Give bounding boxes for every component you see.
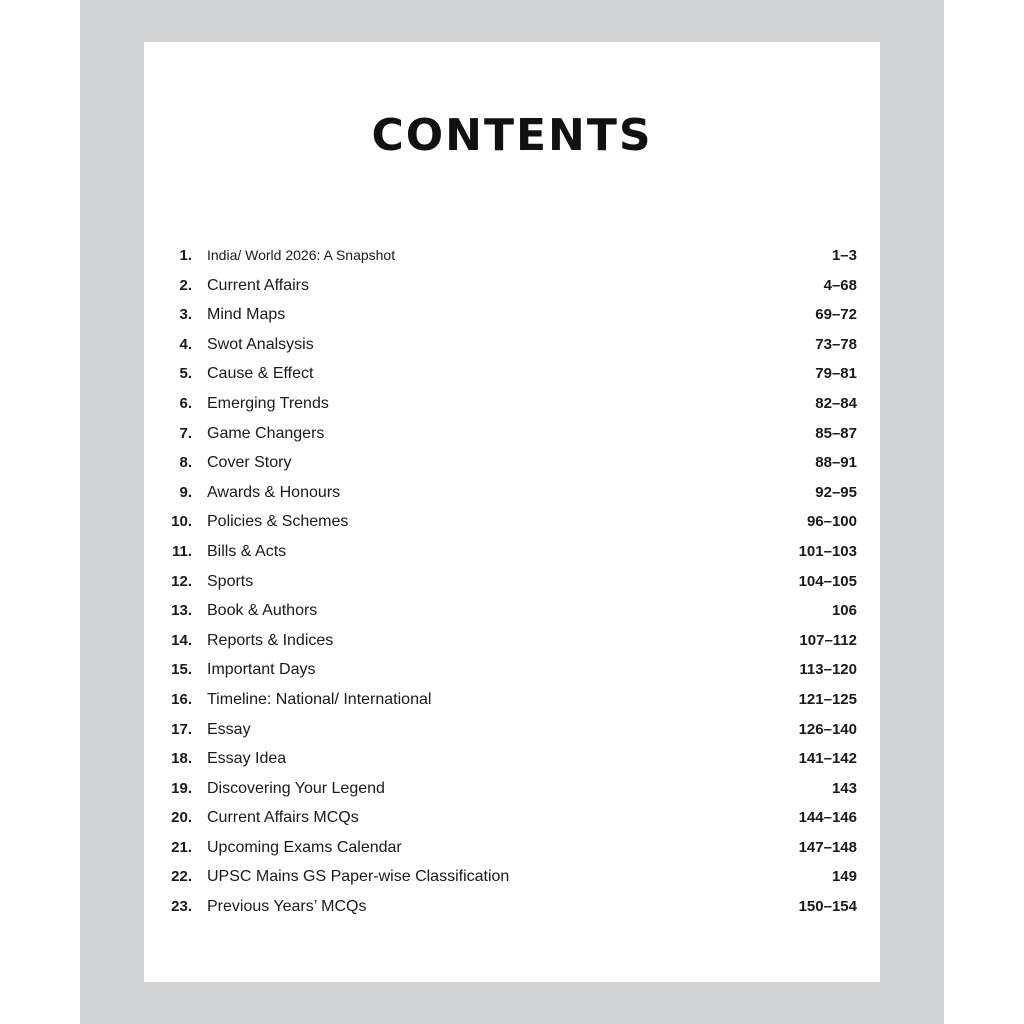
entry-number: 12. (171, 572, 192, 590)
entry-number: 17. (171, 720, 192, 738)
entry-title: Mind Maps (207, 306, 286, 324)
toc-entry (0, 271, 1024, 301)
entry-number: 4. (179, 335, 192, 353)
entry-title: Reports & Indices (207, 631, 334, 649)
entry-pages: 92–95 (815, 483, 857, 501)
entry-title: Timeline: National/ International (207, 690, 432, 708)
toc-entry (0, 241, 1024, 271)
toc-entry (0, 833, 1024, 863)
entry-number: 13. (171, 602, 192, 620)
entry-pages: 121–125 (798, 690, 857, 708)
entry-number: 10. (171, 513, 192, 531)
toc-entry (0, 300, 1024, 330)
entry-pages: 4–68 (823, 276, 857, 294)
entry-number: 6. (179, 394, 192, 412)
toc-entry (0, 892, 1024, 922)
toc-entry (0, 537, 1024, 567)
entry-pages: 149 (831, 868, 857, 886)
toc-entry (0, 507, 1024, 537)
entry-title: Awards & Honours (207, 483, 341, 501)
entry-number: 16. (171, 690, 192, 708)
toc-entry (0, 655, 1024, 685)
entry-title: Game Changers (207, 424, 325, 442)
entry-pages: 126–140 (798, 720, 857, 738)
toc-entry (0, 685, 1024, 715)
entry-title: Sports (207, 572, 254, 590)
entry-title: Cover Story (207, 454, 292, 472)
entry-pages: 96–100 (806, 513, 857, 531)
entry-title: Cause & Effect (207, 365, 314, 383)
entry-pages: 104–105 (798, 572, 857, 590)
entry-title: Upcoming Exams Calendar (207, 838, 402, 856)
entry-pages: 85–87 (815, 424, 857, 442)
entry-number: 23. (171, 898, 192, 916)
toc-entry (0, 803, 1024, 833)
toc-entry (0, 330, 1024, 360)
entry-pages: 82–84 (815, 394, 857, 412)
entry-number: 18. (171, 750, 192, 768)
entry-number: 8. (179, 454, 192, 472)
table-of-contents (0, 241, 1024, 922)
entry-number: 7. (179, 424, 192, 442)
entry-number: 15. (171, 661, 192, 679)
entry-number: 20. (171, 809, 192, 827)
entry-pages: 141–142 (798, 750, 857, 768)
entry-pages: 143 (831, 779, 857, 797)
entry-title: Swot Analsysis (207, 335, 314, 353)
entry-pages: 79–81 (815, 365, 857, 383)
toc-entry (0, 359, 1024, 389)
entry-title: UPSC Mains GS Paper-wise Classification (207, 868, 510, 886)
toc-entry (0, 389, 1024, 419)
entry-title: Policies & Schemes (207, 513, 349, 531)
entry-pages: 73–78 (815, 335, 857, 353)
entry-pages: 106 (831, 602, 857, 620)
toc-entry (0, 715, 1024, 745)
entry-title: Bills & Acts (207, 542, 287, 560)
entry-title: Essay (207, 720, 251, 738)
toc-entry (0, 626, 1024, 656)
entry-number: 3. (179, 306, 192, 324)
entry-pages: 1–3 (831, 247, 857, 264)
entry-title: Book & Authors (207, 602, 318, 620)
toc-entry (0, 478, 1024, 508)
entry-number: 1. (179, 247, 192, 264)
entry-number: 5. (179, 365, 192, 383)
entry-pages: 88–91 (815, 454, 857, 472)
entry-number: 11. (171, 542, 192, 560)
entry-title: Essay Idea (207, 750, 287, 768)
entry-number: 2. (179, 276, 192, 294)
entry-title: Previous Years’ MCQs (207, 898, 367, 916)
entry-pages: 69–72 (815, 306, 857, 324)
toc-entry (0, 596, 1024, 626)
entry-pages: 150–154 (798, 898, 857, 916)
toc-entry (0, 774, 1024, 804)
entry-title: Discovering Your Legend (207, 779, 385, 797)
entry-number: 21. (171, 838, 192, 856)
entry-number: 22. (171, 868, 192, 886)
entry-title: Current Affairs MCQs (207, 809, 359, 827)
entry-pages: 101–103 (798, 542, 857, 560)
entry-pages: 113–120 (799, 661, 857, 679)
entry-pages: 107–112 (799, 631, 857, 649)
entry-pages: 147–148 (798, 838, 857, 856)
toc-entry (0, 419, 1024, 449)
entry-title: Current Affairs (207, 276, 309, 294)
entry-title: Important Days (207, 661, 316, 679)
entry-number: 9. (179, 483, 192, 501)
toc-entry (0, 862, 1024, 892)
toc-entry (0, 744, 1024, 774)
entry-pages: 144–146 (798, 809, 857, 827)
entry-number: 19. (171, 779, 192, 797)
toc-entry (0, 448, 1024, 478)
page-title: CONTENTS (371, 110, 653, 161)
toc-entry (0, 567, 1024, 597)
entry-number: 14. (171, 631, 192, 649)
entry-title: India/ World 2026: A Snapshot (207, 247, 396, 263)
entry-title: Emerging Trends (207, 394, 329, 412)
